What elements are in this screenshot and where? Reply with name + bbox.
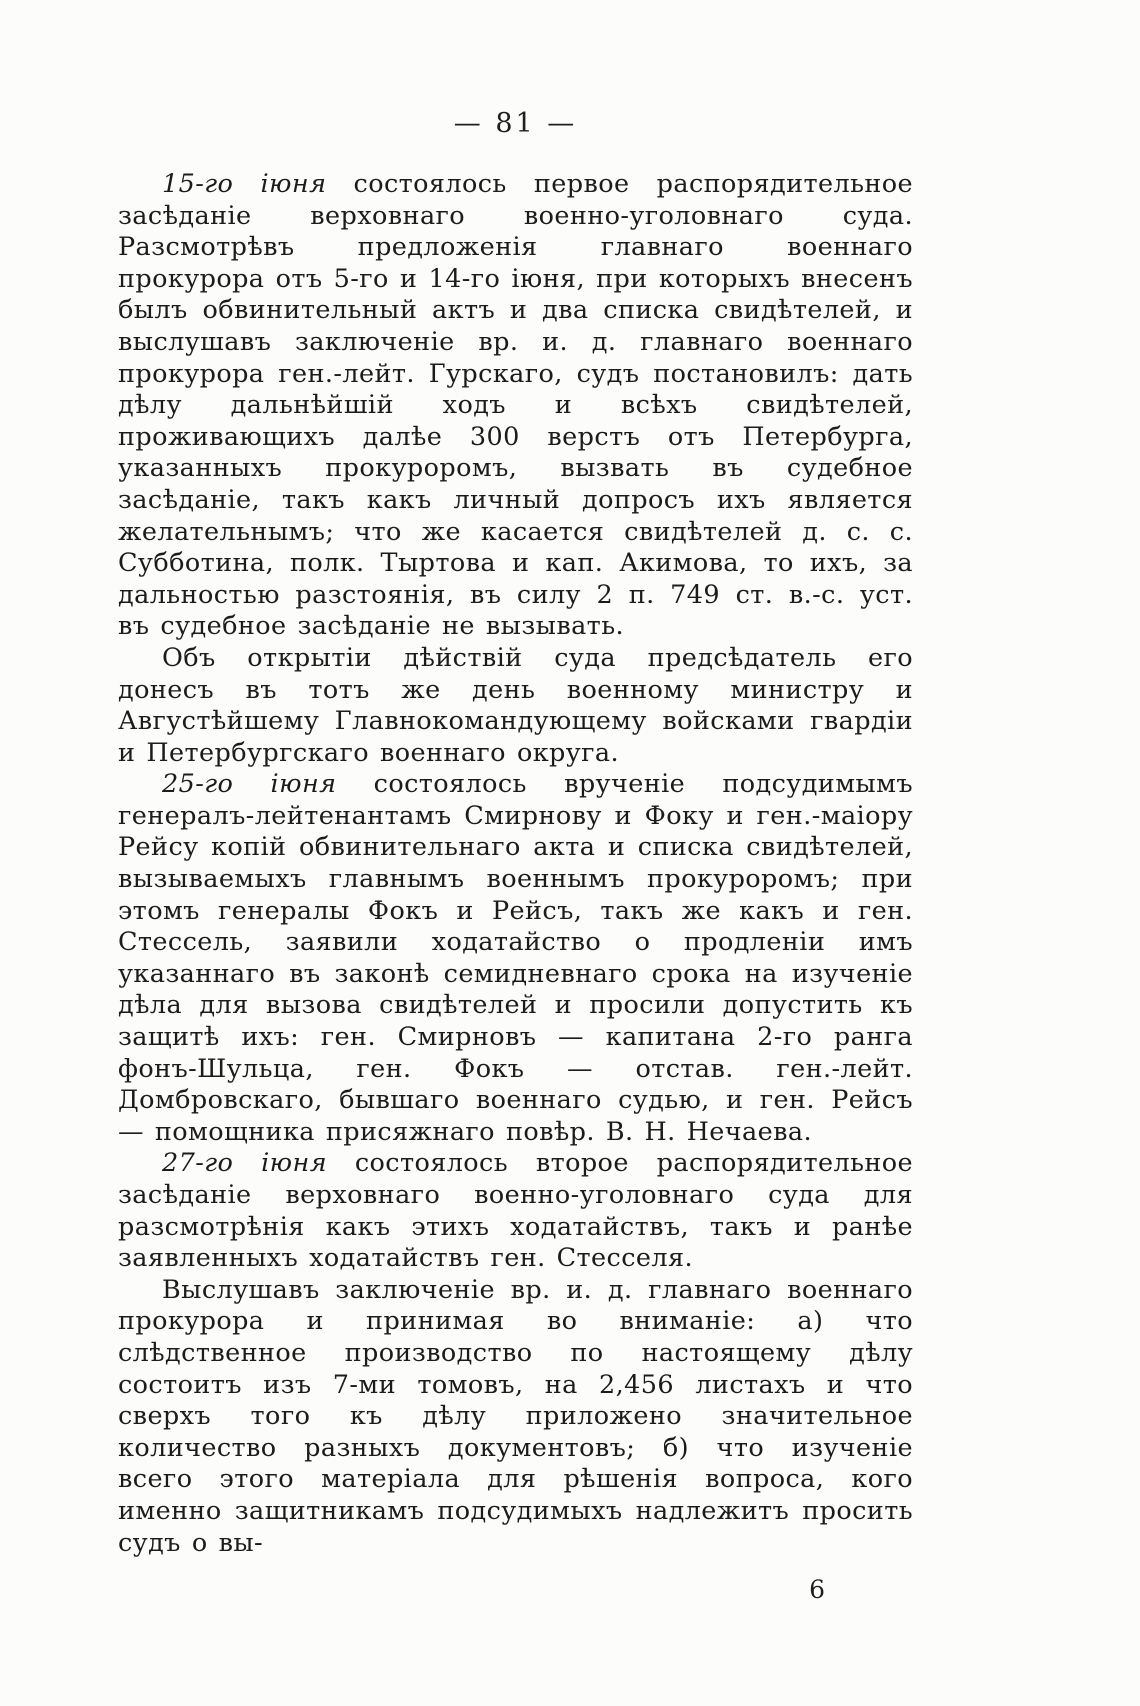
paragraph (118, 769, 913, 1148)
date-lead: 25-го іюня (162, 769, 337, 800)
paragraph (118, 1148, 913, 1274)
page-text (118, 169, 913, 1559)
paragraph-text: Выслушавъ заключеніе вр. и. д. главнаго военнаго прокурора и принимая во вниманіе: а) что слѣдственное производство по настоящему дѣлу состоитъ изъ 7-ми томовъ, на 2,456 листахъ и что сверхъ того къ дѣлу приложено значительное количество разныхъ документовъ; б) что изученіе всего этого матеріала для рѣшенія вопроса, кого именно защитникамъ подсудимыхъ надлежитъ просить судъ о вы- (118, 1274, 913, 1558)
date-lead: 27-го іюня (162, 1148, 328, 1179)
paragraph (118, 643, 913, 769)
paragraph (118, 169, 913, 643)
paragraph-text: состоялось врученіе подсудимымъ генералъ-лейтенантамъ Смирнову и Фоку и ген.-маіору Рейсу копій обвинительнаго акта и списка свидѣтелей, вызываемыхъ главнымъ военнымъ прокуроромъ; при этомъ генералы Фокъ и Рейсъ, такъ же какъ и ген. Стессель, заявили ходатайство о продленіи имъ указаннаго въ законѣ семидневнаго срока на изученіе дѣла для вызова свидѣтелей и просили допустить къ защитѣ ихъ: ген. Смирновъ — капитана 2-го ранга фонъ-Шульца, ген. Фокъ — отстав. ген.-лейт. Домбровскаго, бывшаго военнаго судью, и ген. Рейсъ — помощника присяжнаго повѣр. В. Н. Нечаева. (118, 769, 913, 1147)
signature-mark: 6 (809, 1575, 825, 1605)
paragraph-text: состоялось второе распорядительное засѣданіе верховнаго военно-уголовнаго суда для разсмотрѣнія какъ этихъ ходатайствъ, такъ и ранѣе заявленныхъ ходатайствъ ген. Стесселя. (118, 1148, 914, 1274)
paragraph-text: состоялось первое распорядительное засѣданіе верховнаго военно-уголовнаго суда. Разсмотрѣвъ предложенія главнаго военнаго прокурора отъ 5-го и 14-го іюня, при которыхъ внесенъ былъ обвинительный актъ и два списка свидѣтелей, и выслушавъ заключеніе вр. и. д. главнаго военнаго прокурора ген.-лейт. Гурскаго, судъ постановилъ: дать дѣлу дальнѣйшій ходъ и всѣхъ свидѣтелей, проживающихъ далѣе 300 верстъ отъ Петербурга, указанныхъ прокуроромъ, вызвать въ судебное засѣданіе, такъ какъ личный допросъ ихъ является желательнымъ; что же касается свидѣтелей д. с. с. Субботина, полк. Тыртова и кап. Акимова, то ихъ, за дальностью разстоянія, въ силу 2 п. 749 ст. в.-с. уст. въ судебное засѣданіе не вызывать. (118, 169, 914, 642)
date-lead: 15-го іюня (162, 169, 327, 199)
page-number-header: — 81 — (453, 108, 578, 139)
paragraph (118, 1275, 913, 1559)
paragraph-text: Объ открытіи дѣйствій суда предсѣдатель его донесъ въ тотъ же день военному министру и Августѣйшему Главнокомандующему войсками гвардіи и Петербургскаго военнаго округа. (118, 642, 913, 768)
